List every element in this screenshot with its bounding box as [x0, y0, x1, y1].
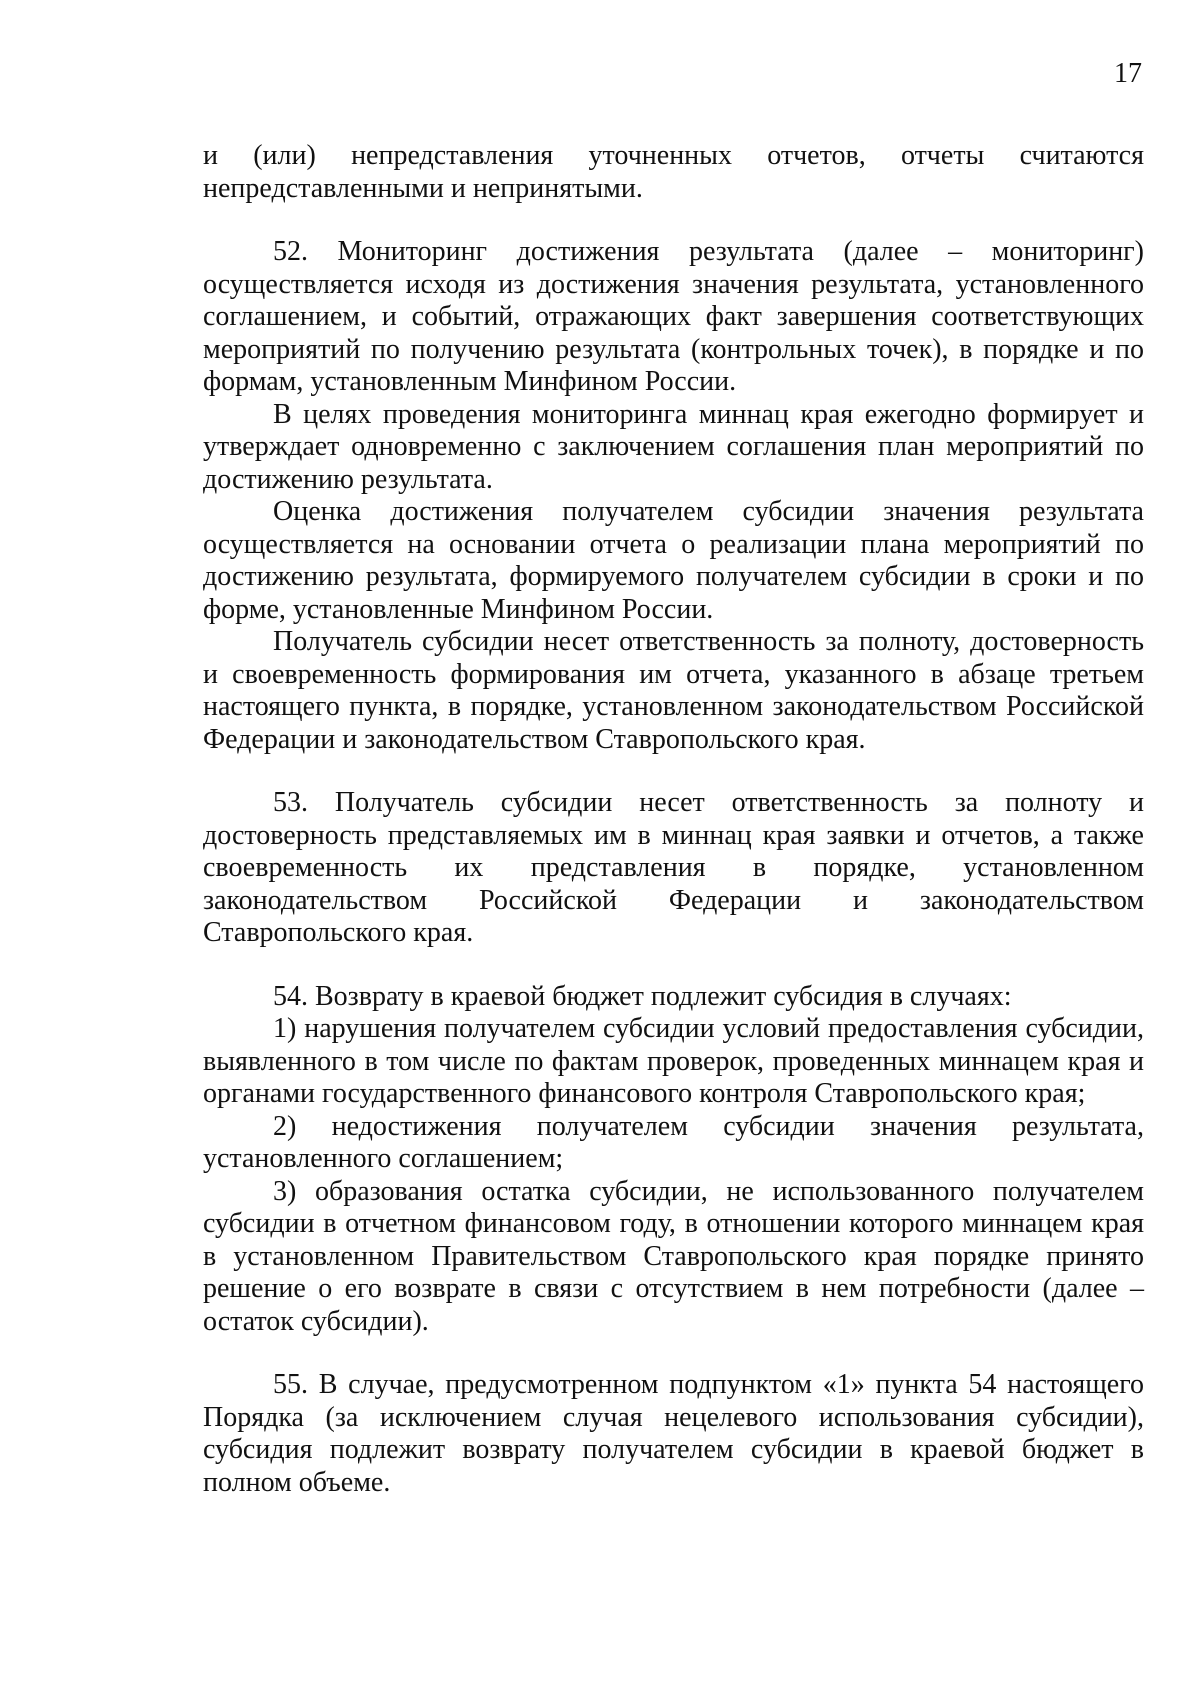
paragraph-54-item-3: 3) образования остатка субсидии, не использованного получателем субсидии в отчетном финансовом году, в отношении которого миннацем края в установленном Правительством Ставропольского края порядке принято решение о его возврате в связи с отсутствием в нем потребности (далее – остаток субсидии).	[203, 1175, 1144, 1337]
paragraph-54-item-1: 1) нарушения получателем субсидии условий предоставления субсидии, выявленного в том числе по фактам проверок, проведенных миннацем края и органами государственного финансового контроля Ставропольского края;	[203, 1013, 1144, 1109]
paragraph-52: 52. Мониторинг достижения результата (далее – мониторинг) осуществляется исходя из достижения значения результата, установленного соглашением, и событий, отражающих факт завершения соответствующих мероприятий по получению результата (контрольных точек), в порядке и по формам, установленным Минфином России.	[203, 236, 1144, 397]
paragraph-continuation: и (или) непредставления уточненных отчетов, отчеты считаются непредставленными и непринятыми.	[203, 140, 1144, 204]
paragraph-54-item-2: 2) недостижения получателем субсидии значения результата, установленного соглашением;	[203, 1110, 1144, 1174]
paragraph-52-monitoring-plan: В целях проведения мониторинга миннац края ежегодно формирует и утверждает одновременно с заключением соглашения план мероприятий по достижению результата.	[203, 398, 1144, 495]
page-number: 17	[1114, 58, 1142, 89]
paragraph-54: 54. Возврату в краевой бюджет подлежит субсидия в случаях:	[273, 980, 1012, 1012]
paragraph-55: 55. В случае, предусмотренном подпунктом «1» пункта 54 настоящего Порядка (за исключением случая нецелевого использования субсидии), субсидия подлежит возврату получателем субсидии в краевой бюджет в полном объеме.	[203, 1369, 1144, 1498]
paragraph-53: 53. Получатель субсидии несет ответственность за полноту и достоверность представляемых им в миннац края заявки и отчетов, а также своевременность их представления в порядке, установленном законодательством Российской Федерации и законодательством Ставропольского края.	[203, 787, 1144, 948]
document-body	[203, 140, 1144, 1499]
paragraph-52-responsibility: Получатель субсидии несет ответственность за полноту, достоверность и своевременность формирования им отчета, указанного в абзаце третьем настоящего пункта, в порядке, установленном законодательством Российской Федерации и законодательством Ставропольского края.	[203, 626, 1144, 755]
paragraph-52-evaluation: Оценка достижения получателем субсидии значения результата осуществляется на основании отчета о реализации плана мероприятий по достижению результата, формируемого получателем субсидии в сроки и по форме, установленные Минфином России.	[203, 496, 1144, 625]
